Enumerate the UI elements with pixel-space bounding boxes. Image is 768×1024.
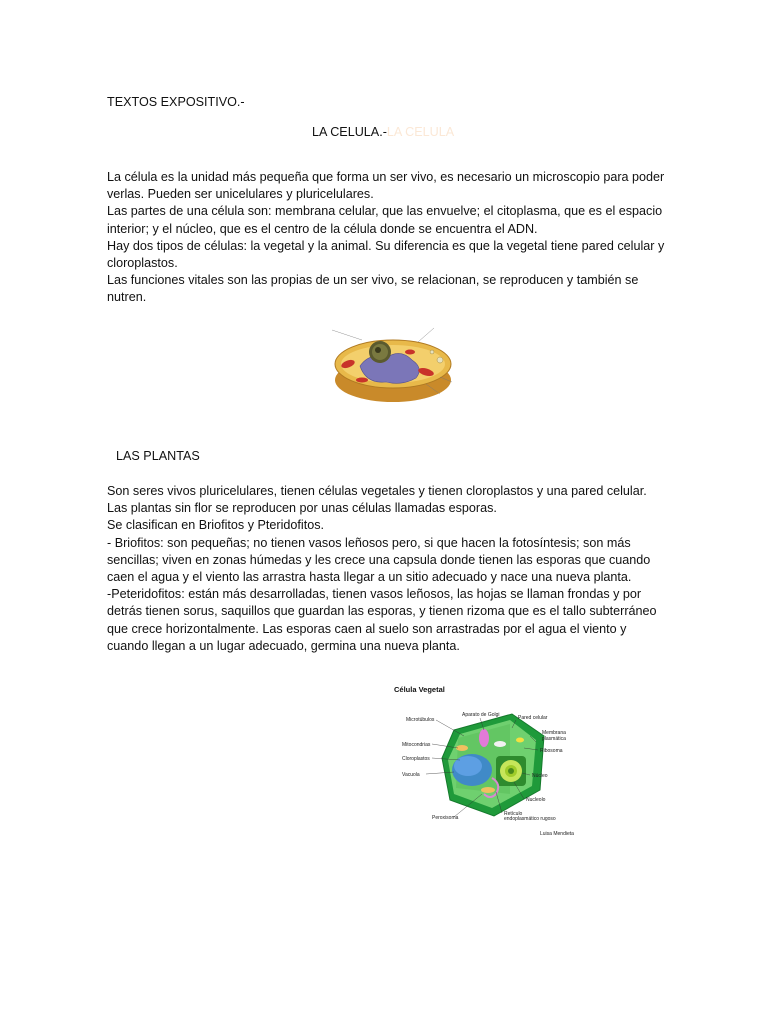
plants-paragraph xyxy=(107,483,657,655)
label-membrane-2: plasmática xyxy=(542,736,566,742)
text-line: que crece horizontalmente. Las esporas caen al suelo son arrastradas por el agua el viento y xyxy=(107,621,627,636)
page-title xyxy=(312,124,454,141)
document-heading: TEXTOS EXPOSITIVO.- xyxy=(107,95,245,109)
label-mitochondria: Mitocondrias xyxy=(402,742,431,748)
text-line: caen el agua y el viento las arrastra hasta llegar a un sitio adecuado y nace una nueva planta. xyxy=(107,570,632,585)
text-line: Se clasifican en Briofitos y Pteridofitos. xyxy=(107,518,324,533)
intro-paragraph xyxy=(107,169,664,307)
credit: Luisa Mendieta xyxy=(540,831,574,837)
text-line: verlas. Pueden ser unicelulares y pluricelulares. xyxy=(107,187,374,202)
text-line: Hay dos tipos de células: la vegetal y la animal. Su diferencia es que la vegetal tiene pared celular y xyxy=(107,238,665,253)
label-peroxisome: Peroxisoma xyxy=(432,815,459,821)
text-line: cloroplastos. xyxy=(107,256,178,271)
text-line: Las plantas sin flor se reproducen por unas células llamadas esporas. xyxy=(107,501,497,516)
label-chloroplasts: Cloroplastos xyxy=(402,756,430,762)
text-line: detrás tienen sorus, saquillos que guardan las esporas, y tienen rizoma que es el tallo subterráneo xyxy=(107,604,657,619)
text-line: nutren. xyxy=(107,290,147,305)
plant-cell-title: Célula Vegetal xyxy=(394,685,445,694)
label-membrane-1: Membrana xyxy=(542,730,566,736)
label-microtubules: Microtúbulos xyxy=(406,717,435,723)
text-line: cuando llegan a un lugar adecuado, germina una nueva planta. xyxy=(107,638,460,653)
animal-cell-image xyxy=(322,322,464,412)
label-nucleus: Núcleo xyxy=(532,773,548,779)
text-line: Las funciones vitales son las propias de un ser vivo, se relacionan, se reproducen y también se xyxy=(107,273,639,288)
label-er-2: endoplasmático rugoso xyxy=(504,816,556,822)
label-vacuole: Vacuola xyxy=(402,772,420,778)
text-line: -Peteridofitos: están más desarrolladas, tienen vasos leñosos, las hojas se llaman frondas y por xyxy=(107,587,642,602)
label-golgi: Aparato de Golgi xyxy=(462,712,500,718)
label-cell-wall: Pared celular xyxy=(518,715,548,721)
section-heading-plants: LAS PLANTAS xyxy=(116,449,200,463)
title-main: LA CELULA.- xyxy=(312,125,387,139)
label-nucleolus: Nucleolo xyxy=(526,797,546,803)
label-ribosome: Ribosoma xyxy=(540,748,563,754)
text-line: interior; y el núcleo, que es el centro de la célula donde se encuentra el ADN. xyxy=(107,221,538,236)
text-line: La célula es la unidad más pequeña que forma un ser vivo, es necesario un microscopio para poder xyxy=(107,170,665,184)
plant-cell-diagram xyxy=(384,678,580,840)
text-line: - Briofitos: son pequeñas; no tienen vasos leñosos pero, si que hacen la fotosíntesis; son más xyxy=(107,535,631,550)
text-line: Las partes de una célula son: membrana celular, que las envuelve; el citoplasma, que es el espacio xyxy=(107,204,663,219)
text-line: sencillas; viven en zonas húmedas y les crece una capsula donde tienen las esporas que cuando xyxy=(107,552,651,567)
title-ghost: LA CELULA xyxy=(386,125,455,139)
label-er-1: Retículo xyxy=(504,811,523,817)
text-line: Son seres vivos pluricelulares, tienen células vegetales y tienen cloroplastos y una pared celular. xyxy=(107,484,647,498)
